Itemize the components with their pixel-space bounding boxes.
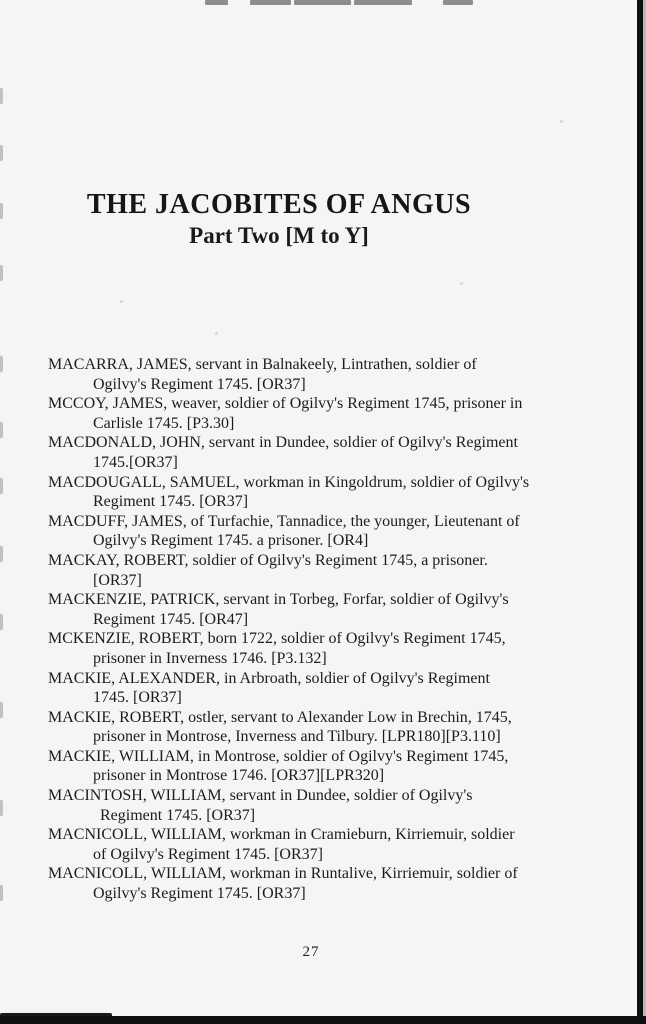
scan-artifact-left-tick <box>0 422 3 438</box>
scan-artifact-left-tick <box>0 614 3 630</box>
page-subtitle: Part Two [M to Y] <box>189 223 369 248</box>
scan-artifact-left-tick <box>0 356 3 372</box>
entry-line: Ogilvy's Regiment 1745. [OR37] <box>93 885 306 903</box>
entry-line: MCCOY, JAMES, weaver, soldier of Ogilvy's Regiment 1745, prisoner in <box>48 395 523 413</box>
entry-line: MACDOUGALL, SAMUEL, workman in Kingoldrum, soldier of Ogilvy's <box>48 473 530 491</box>
scan-artifact-left-tick <box>0 478 3 494</box>
paper-speck <box>560 120 563 123</box>
entry-macnicoll-william-cramieburn <box>48 825 610 864</box>
entry-line: MACNICOLL, WILLIAM, workman in Cramieburn, Kirriemuir, soldier <box>48 826 515 844</box>
entry-macintosh-william <box>48 786 610 825</box>
entry-macdonald-john <box>48 433 610 472</box>
entry-line: MACKAY, ROBERT, soldier of Ogilvy's Regiment 1745, a prisoner. <box>48 551 488 569</box>
entry-line: Ogilvy's Regiment 1745. a prisoner. [OR4] <box>93 532 369 550</box>
entry-line: Ogilvy's Regiment 1745. [OR37] <box>93 375 306 393</box>
scan-artifact-left-tick <box>0 885 3 901</box>
scan-artifact-top-dash <box>443 0 473 5</box>
entry-mackie-alexander <box>48 669 610 708</box>
scan-artifact-bottom-bar <box>0 1016 646 1024</box>
entry-line: 1745. [OR37] <box>93 689 182 707</box>
entry-mackie-william <box>48 747 610 786</box>
scan-artifact-left-tick <box>0 265 3 281</box>
entry-line: prisoner in Inverness 1746. [P3.132] <box>93 649 327 667</box>
entry-list <box>48 355 610 904</box>
entry-line: of Ogilvy's Regiment 1745. [OR37] <box>93 845 323 863</box>
scan-artifact-left-tick <box>0 88 3 104</box>
entry-line: Regiment 1745. [OR47] <box>93 610 249 628</box>
entry-line: MACKENZIE, PATRICK, servant in Torbeg, Forfar, soldier of Ogilvy's <box>48 591 509 609</box>
entry-line: MACARRA, JAMES, servant in Balnakeely, Lintrathen, soldier of <box>48 356 477 373</box>
paper-speck <box>460 282 463 285</box>
scan-artifact-left-tick <box>0 145 3 161</box>
entry-mccoy-james <box>48 394 610 433</box>
scan-artifact-top-dash <box>354 0 412 5</box>
entry-macdougall-samuel <box>48 473 610 512</box>
scan-artifact-left-tick <box>0 800 3 816</box>
scan-artifact-right-bar <box>637 0 643 1024</box>
entry-macarra-james <box>48 355 610 394</box>
entry-mackie-robert <box>48 708 610 747</box>
entry-macduff-james <box>48 512 610 551</box>
entry-line: MACKIE, ROBERT, ostler, servant to Alexander Low in Brechin, 1745, <box>48 708 512 726</box>
entry-macnicoll-william-runtalive <box>48 864 610 903</box>
scan-artifact-left-tick <box>0 546 3 562</box>
paper-speck <box>215 332 218 335</box>
entry-line: MACKIE, ALEXANDER, in Arbroath, soldier of Ogilvy's Regiment <box>48 669 490 687</box>
entry-line: [OR37] <box>93 571 142 589</box>
scan-artifact-left-tick <box>0 702 3 718</box>
title-block <box>0 188 558 251</box>
page-number: 27 <box>302 944 320 960</box>
entry-mackay-robert <box>48 551 610 590</box>
entry-line: Regiment 1745. [OR37] <box>93 493 249 511</box>
entry-line: prisoner in Montrose, Inverness and Tilbury. [LPR180][P3.110] <box>93 728 501 746</box>
entry-line: MACDUFF, JAMES, of Turfachie, Tannadice, the younger, Lieutenant of <box>48 512 520 530</box>
paper-speck <box>120 300 123 303</box>
entry-line: prisoner in Montrose 1746. [OR37][LPR320] <box>93 767 385 785</box>
entry-mckenzie-robert <box>48 629 610 668</box>
entry-line: 1745.[OR37] <box>93 453 178 471</box>
scan-artifact-top-dash <box>294 0 351 5</box>
page-title: THE JACOBITES OF ANGUS <box>86 189 472 220</box>
scan-artifact-top-dash <box>250 0 291 5</box>
entry-line: MACKIE, WILLIAM, in Montrose, soldier of Ogilvy's Regiment 1745, <box>48 747 509 765</box>
entry-line: MACINTOSH, WILLIAM, servant in Dundee, soldier of Ogilvy's <box>48 787 473 805</box>
entry-line: MCKENZIE, ROBERT, born 1722, soldier of Ogilvy's Regiment 1745, <box>48 630 506 648</box>
entry-line: Regiment 1745. [OR37] <box>100 806 256 824</box>
entry-line: MACDONALD, JOHN, servant in Dundee, soldier of Ogilvy's Regiment <box>48 434 518 452</box>
scan-artifact-top-dash <box>205 0 228 5</box>
entry-mackenzie-patrick <box>48 590 610 629</box>
entry-line: Carlisle 1745. [P3.30] <box>93 414 235 432</box>
entry-line: MACNICOLL, WILLIAM, workman in Runtalive, Kirriemuir, soldier of <box>48 865 518 883</box>
